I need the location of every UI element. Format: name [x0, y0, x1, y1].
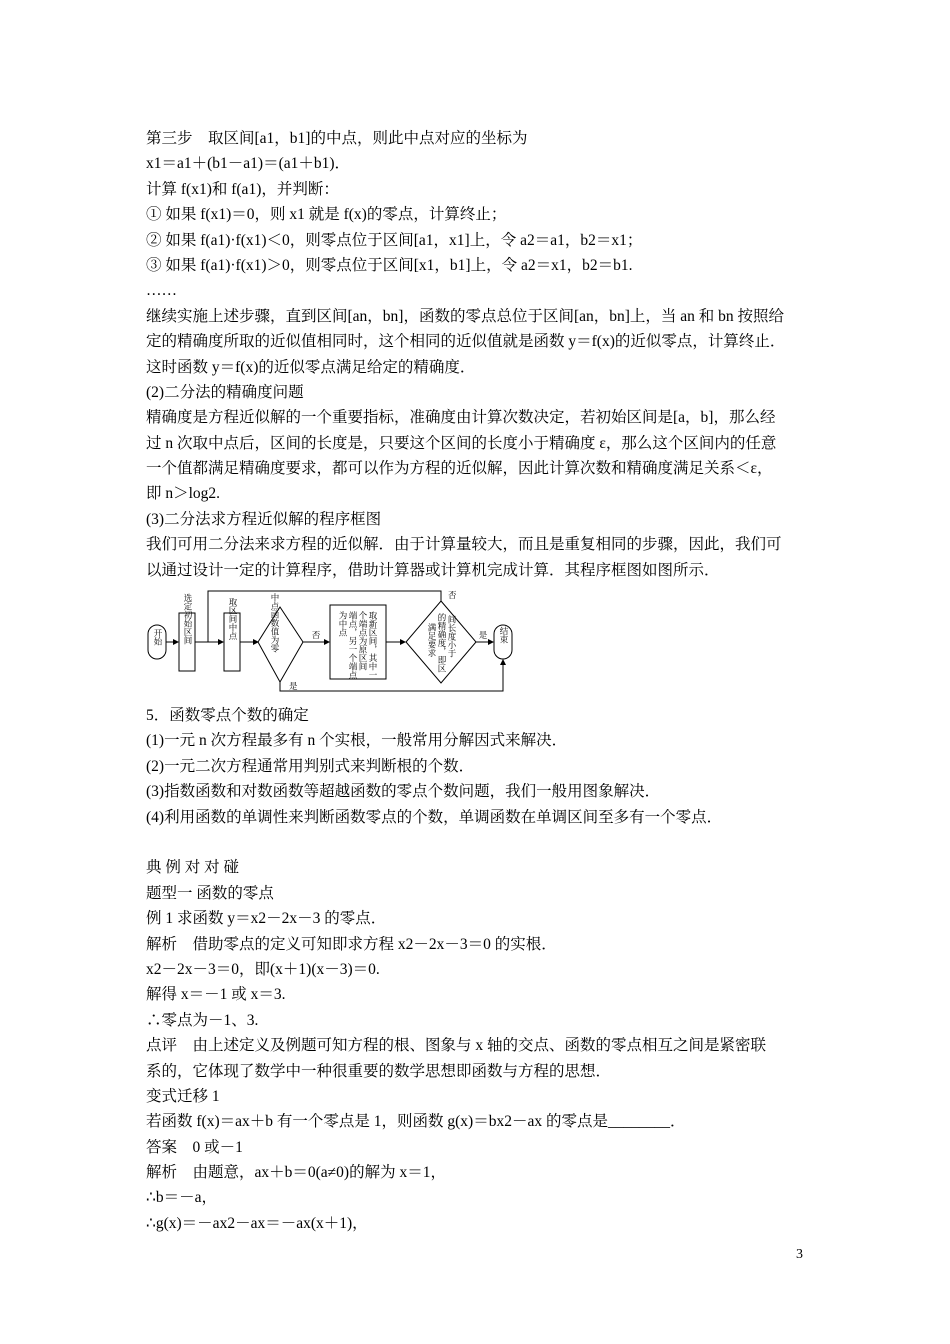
- text-line: ∴零点为－1、3.: [146, 1011, 259, 1029]
- text-line: ③ 如果 f(a1)·f(x1)＞0，则零点位于区间[x1，b1]上，令 a2＝x1，b2＝b1.: [146, 256, 633, 274]
- precision-line-3: 满足要求: [426, 623, 436, 658]
- text-line: 5．函数零点个数的确定: [146, 707, 309, 725]
- section-zero-count: [146, 703, 826, 830]
- text-line: 例 1 求函数 y＝x2－2x－3 的零点．: [146, 910, 387, 928]
- text-line: 解析 借助零点的定义可知即求方程 x2－2x－3＝0 的实根．: [146, 935, 557, 953]
- text-line: 典 例 对 对 碰: [146, 859, 240, 877]
- text-line: 变式迁移 1: [146, 1087, 220, 1105]
- text-line: ① 如果 f(x1)＝0，则 x1 就是 f(x)的零点，计算终止；: [146, 206, 507, 224]
- text-line: 题型一 函数的零点: [146, 884, 274, 902]
- text-line: ∴g(x)＝－ax2－ax＝－ax(x＋1)，: [146, 1214, 368, 1232]
- text-line: 系的，它体现了数学中一种很重要的数学思想即函数与方程的思想．: [146, 1062, 612, 1080]
- text-line: x2－2x－3＝0，即(x＋1)(x－3)＝0.: [146, 960, 380, 978]
- precision-line-1: 间长度小于: [446, 615, 456, 658]
- text-line: (4)利用函数的单调性来判断函数零点的个数，单调函数在单调区间至多有一个零点．: [146, 808, 723, 826]
- text-line: 我们可用二分法来求方程的近似解．由于计算量较大，而且是重复相同的步骤，因此，我们可: [146, 536, 782, 554]
- text-line: 解析 由题意，ax＋b＝0(a≠0)的解为 x＝1，: [146, 1164, 446, 1182]
- section-bisection-steps: [146, 126, 826, 583]
- start-label: 开始: [152, 628, 162, 646]
- text-line: (3)二分法求方程近似解的程序框图: [146, 510, 382, 528]
- text-line: 点评 由上述定义及例题可知方程的根、图象与 x 轴的交点、函数的零点相互之间是紧密联: [146, 1037, 767, 1055]
- bisection-flowchart: [146, 587, 826, 697]
- text-line: 以通过设计一定的计算程序，借助计算器或计算机完成计算．其程序框图如图所示．: [146, 561, 720, 579]
- text-line: (2)一元二次方程通常用判别式来判断根的个数．: [146, 757, 475, 775]
- text-line: (2)二分法的精确度问题: [146, 383, 304, 401]
- section-examples: [146, 855, 826, 1236]
- spacer: [146, 830, 826, 855]
- text-line: 第三步 取区间[a1，b1]的中点，则此中点对应的坐标为: [146, 130, 528, 147]
- text-line: 若函数 f(x)＝ax＋b 有一个零点是 1，则函数 g(x)＝bx2－ax 的零点是________．: [146, 1113, 686, 1131]
- text-line: ∴b＝－a，: [146, 1189, 217, 1207]
- text-line: 答案 0 或－1: [146, 1138, 243, 1156]
- text-line: 精确度是方程近似解的一个重要指标，准确度由计算次数决定，若初始区间是[a，b]，那么经: [146, 409, 776, 427]
- new-interval-line-2: 个端点为原区间: [357, 611, 367, 671]
- new-interval-line-1: 取新区间，其中一: [367, 611, 377, 680]
- midpoint-zero-label: 中点函数值为零: [269, 593, 279, 653]
- page-number: 3: [796, 1247, 803, 1262]
- text-line: (1)一元 n 次方程最多有 n 个实根，一般常用分解因式来解决．: [146, 732, 568, 750]
- text-line: 解得 x＝－1 或 x＝3.: [146, 986, 286, 1004]
- flowchart-svg: [146, 587, 826, 697]
- text-line: 继续实施上述步骤，直到区间[an，bn]，函数的零点总位于区间[an，bn]上，当 an 和 bn 按照给: [146, 307, 785, 325]
- no-label-2: 否: [448, 591, 457, 602]
- text-line: x1＝a1＋(b1－a1)＝(a1＋b1)．: [146, 155, 351, 173]
- new-interval-line-3: 端点，另一个端点: [347, 611, 357, 680]
- yes-label-2: 是: [478, 631, 488, 642]
- precision-line-2: 的精确度，即区: [436, 613, 446, 673]
- yes-label-1: 是: [289, 682, 298, 693]
- text-line: (3)指数函数和对数函数等超越函数的零点个数问题，我们一般用图象解决．: [146, 783, 661, 801]
- text-line: 即 n＞log2.: [146, 485, 221, 503]
- end-label: 结束: [498, 626, 508, 644]
- midpoint-label: 取区间中点: [227, 597, 237, 641]
- text-line: 过 n 次取中点后，区间的长度是，只要这个区间的长度小于精确度 ε，那么这个区间内的任意: [146, 434, 777, 452]
- text-line: ……: [146, 282, 177, 300]
- document-body: [146, 126, 826, 1236]
- midpoint-zero-diamond: [258, 607, 303, 682]
- text-line: 这时函数 y＝f(x)的近似零点满足给定的精确度．: [146, 358, 476, 376]
- select-interval-label: 选定初始区间: [182, 593, 192, 645]
- text-line: 计算 f(x1)和 f(a1)，并判断：: [146, 180, 339, 198]
- no-label-1: 否: [311, 631, 321, 642]
- text-line: 一个值都满足精确度要求，都可以作为方程的近似解，因此计算次数和精确度满足关系＜ε，: [146, 460, 773, 478]
- new-interval-line-4: 为中点: [337, 611, 347, 637]
- text-line: ② 如果 f(a1)·f(x1)＜0，则零点位于区间[a1，x1]上，令 a2＝a1，b2＝x1；: [146, 231, 643, 249]
- text-line: 定的精确度所取的近似值相同时，这个相同的近似值就是函数 y＝f(x)的近似零点，计算终止．: [146, 333, 786, 351]
